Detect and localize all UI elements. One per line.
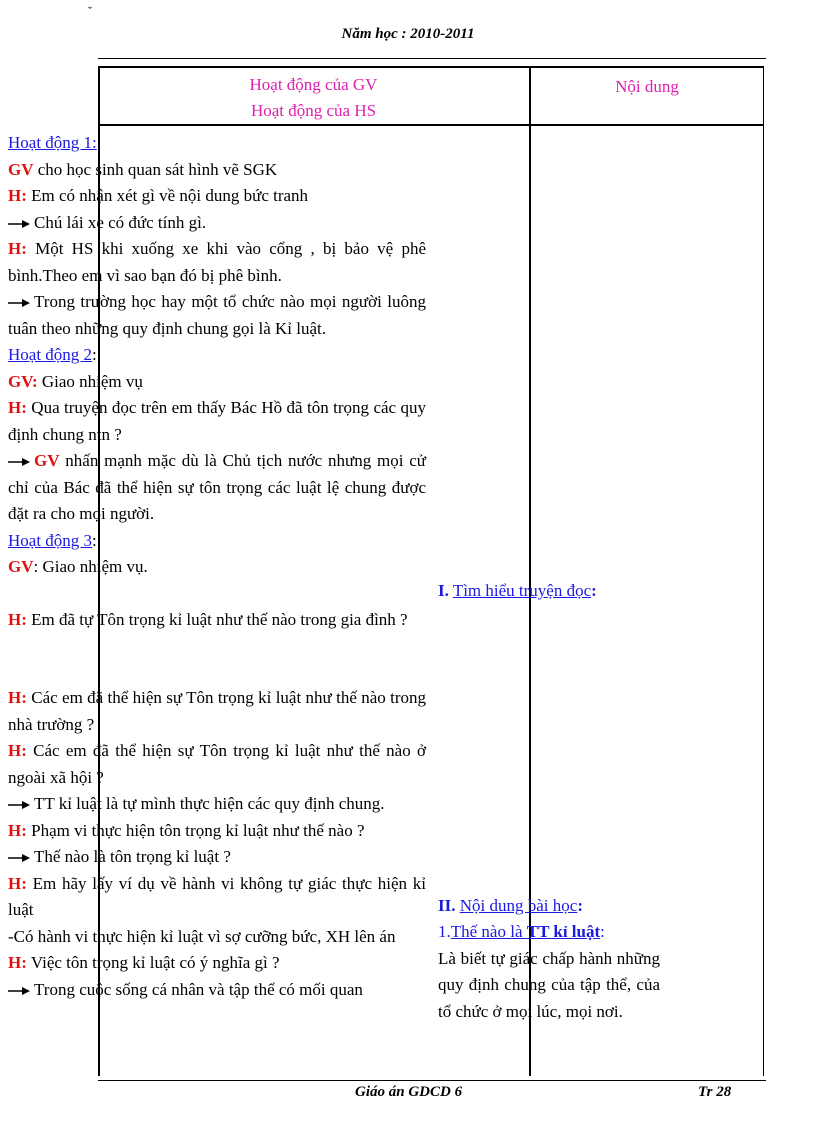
header-content: Nội dung xyxy=(615,77,679,96)
question-7 xyxy=(8,818,426,845)
question-2 xyxy=(8,236,426,289)
table-border-top xyxy=(98,66,764,68)
activity-3-heading xyxy=(8,528,426,555)
table-border-right xyxy=(763,66,765,1076)
gv-tag: GV: xyxy=(8,371,38,391)
section-1-title: Tìm hiểu truyện đọc xyxy=(452,581,592,600)
subsection-1-colon: : xyxy=(600,922,605,941)
spacer xyxy=(8,633,426,685)
question-text: Các em đã thể hiện sự Tôn trọng kỉ luật như thế nào trong nhà trường ? xyxy=(8,688,426,734)
question-text: Các em đã thể hiện sự Tôn trọng kỉ luật như thế nào ở ngoài xã hội ? xyxy=(8,741,426,787)
question-text: Em có nhận xét gì về nội dung bức tranh xyxy=(26,186,309,205)
question-tag: H: xyxy=(8,239,27,258)
answer-4 xyxy=(8,791,426,818)
example-note: -Có hành vi thực hiện kỉ luật vì sợ cưỡng bức, XH lên án xyxy=(8,926,396,946)
section-1-colon: : xyxy=(591,581,597,600)
gv-tag: GV xyxy=(8,159,34,179)
section-1-heading xyxy=(438,578,660,605)
activity-1-heading xyxy=(8,130,426,157)
question-text: Việc tôn trọng kỉ luật có ý nghĩa gì ? xyxy=(26,953,280,972)
right-arrow-icon xyxy=(8,298,30,308)
activity-2-heading xyxy=(8,342,426,369)
answer-text: Chú lái xe có đức tính gì. xyxy=(34,212,207,232)
header-activities-hs: Hoạt động của HS xyxy=(250,101,377,120)
school-year-header: Năm học : 2010-2011 xyxy=(341,26,475,42)
question-1 xyxy=(8,183,426,210)
question-text: Em hãy lấy ví dụ về hành vi không tự giác thực hiện kỉ luật xyxy=(8,873,426,919)
answer-text: nhấn mạnh mặc dù là Chủ tịch nước nhưng mọi cử chỉ của Bác đã thể hiện sự tôn trọng các luật lệ chung được đặt ra cho mọi người. xyxy=(8,451,426,523)
section-2-heading xyxy=(438,893,660,920)
subsection-1-number: 1. xyxy=(438,922,451,941)
activity-2-colon: : xyxy=(92,345,97,364)
question-tag: H: xyxy=(8,741,27,760)
footer-page-number: Tr 28 xyxy=(698,1084,732,1100)
answer-text: Thế nào là tôn trọng kỉ luật ? xyxy=(34,847,231,866)
gv-text: Giao nhiệm vụ xyxy=(37,371,143,391)
answer-text: Trong trường học hay một tổ chức nào mọi người luông tuân theo những quy định chung gọi là Kỉ luật. xyxy=(8,292,426,338)
section-2-colon: : xyxy=(577,895,583,915)
question-text: Qua truyện đọc trên em thấy Bác Hồ đã tôn trọng các quy định chung ntn ? xyxy=(8,398,426,444)
right-arrow-icon xyxy=(8,986,30,996)
activity-2-title: Hoạt động 2 xyxy=(8,345,93,364)
answer-text: TT kỉ luật là tự mình thực hiện các quy định chung. xyxy=(34,794,385,813)
subsection-1-body: Là biết tự giác chấp hành những quy định chung của tập thể, của tổ chức ở mọi lúc, mọi nơi. xyxy=(438,948,660,1021)
section-2-title: Nội dung bài học xyxy=(459,895,578,915)
gv-text: cho học sinh quan sát hình vẽ SGK xyxy=(33,159,278,179)
gv-instruction-2 xyxy=(8,369,426,396)
activities-column xyxy=(8,130,426,1003)
question-tag: H: xyxy=(8,873,27,893)
subsection-1-title-a: Thế nào là xyxy=(450,922,527,941)
question-text: Một HS khi xuống xe khi vào cổng , bị bảo vệ phê bình.Theo em vì sao bạn đó bị phê bình. xyxy=(8,239,426,285)
question-text: Em đã tự Tôn trọng kỉ luật như thế nào trong gia đình ? xyxy=(26,609,408,629)
question-8 xyxy=(8,871,426,924)
question-tag: H: xyxy=(8,609,27,629)
gv-instruction-3 xyxy=(8,554,426,581)
question-tag: H: xyxy=(8,953,27,972)
section-2-number: II. xyxy=(438,895,456,915)
question-6 xyxy=(8,738,426,791)
answer-text: Trong cuộc sống cá nhân và tập thể có mối quan xyxy=(34,979,363,999)
question-tag: H: xyxy=(8,820,27,840)
spacer xyxy=(8,581,426,607)
question-tag: H: xyxy=(8,186,27,205)
section-1-number: I. xyxy=(438,581,449,600)
corner-mark: ˇ xyxy=(88,4,92,18)
gv-tag: GV xyxy=(8,557,34,576)
answer-5 xyxy=(8,844,426,871)
question-tag: H: xyxy=(8,398,27,417)
answer-1 xyxy=(8,210,426,237)
table-header-divider xyxy=(98,124,764,126)
header-rule xyxy=(98,58,766,59)
question-tag: H: xyxy=(8,688,27,707)
question-10 xyxy=(8,950,426,977)
header-activities xyxy=(98,72,529,124)
header-activities-gv: Hoạt động của GV xyxy=(249,75,378,94)
activity-3-colon: : xyxy=(92,530,97,550)
gv-text: : Giao nhiệm vụ. xyxy=(33,557,148,576)
answer-6 xyxy=(8,977,426,1004)
activity-3-title: Hoạt động 3 xyxy=(8,530,93,550)
question-text: Phạm vi thực hiện tôn trọng kỉ luật như thế nào ? xyxy=(26,820,365,840)
answer-3 xyxy=(8,448,426,528)
content-column xyxy=(438,578,660,1025)
question-5 xyxy=(8,685,426,738)
activity-1-title: Hoạt động 1: xyxy=(8,133,97,152)
right-arrow-icon xyxy=(8,457,30,467)
gv-instruction-1 xyxy=(8,157,426,184)
right-arrow-icon xyxy=(8,800,30,810)
gv-tag: GV xyxy=(34,451,60,470)
question-3 xyxy=(8,395,426,448)
question-4 xyxy=(8,607,426,634)
subsection-1-heading xyxy=(438,919,660,946)
footer-lesson-label: Giáo án GDCD 6 xyxy=(355,1084,463,1100)
footer-rule xyxy=(98,1080,766,1081)
spacer xyxy=(438,605,660,893)
right-arrow-icon xyxy=(8,219,30,229)
answer-2 xyxy=(8,289,426,342)
right-arrow-icon xyxy=(8,853,30,863)
subsection-1-title-b: TT kỉ luật xyxy=(526,922,601,941)
